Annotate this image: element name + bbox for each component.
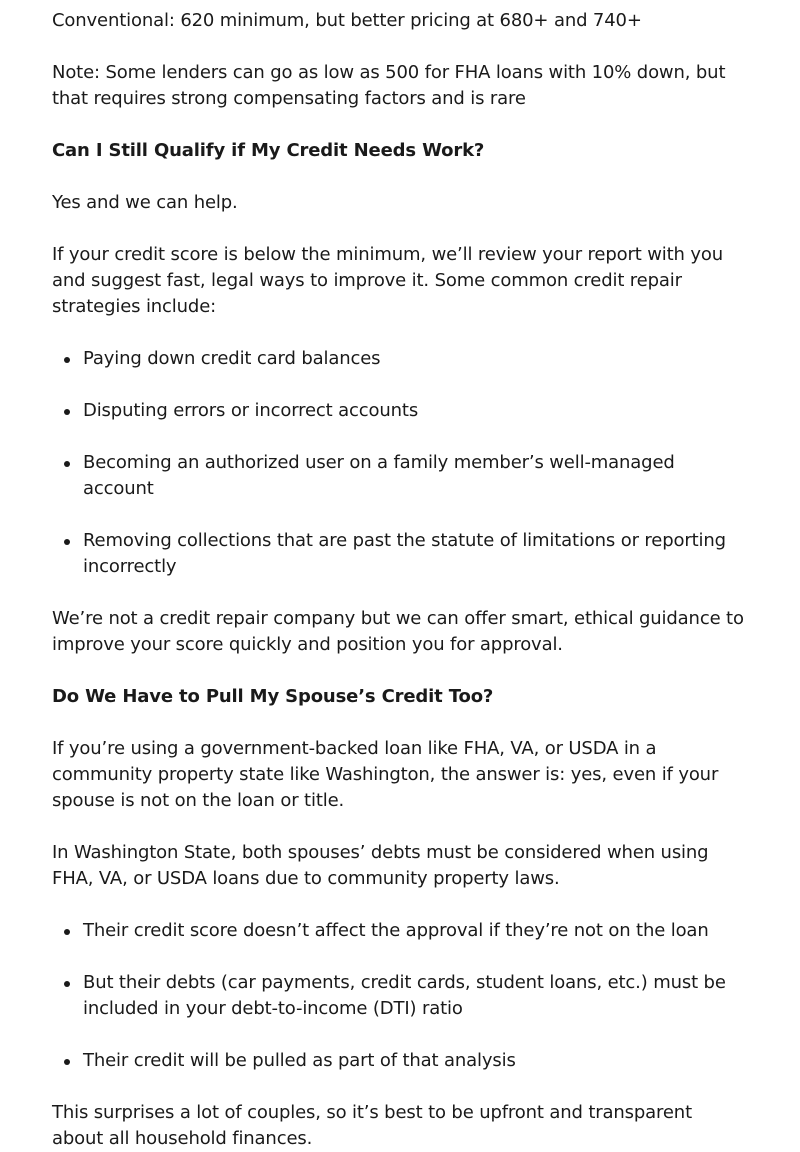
list-item bbox=[83, 970, 748, 1022]
conventional-line: Conventional: 620 minimum, but better pricing at 680+ and 740+ bbox=[52, 10, 642, 31]
list-item-text: Becoming an authorized user on a family member’s well-managed account bbox=[83, 452, 675, 499]
heading-qualify: Can I Still Qualify if My Credit Needs Work? bbox=[52, 140, 485, 161]
list-item bbox=[83, 1048, 748, 1074]
bullet-icon bbox=[64, 357, 70, 363]
washington-state-paragraph: In Washington State, both spouses’ debts must be considered when using FHA, VA, or USDA loans due to community property laws. bbox=[52, 842, 709, 889]
list-item-text: Removing collections that are past the statute of limitations or reporting incorrectly bbox=[83, 530, 726, 577]
heading-spouse: Do We Have to Pull My Spouse’s Credit Too? bbox=[52, 686, 494, 707]
government-loan-paragraph: If you’re using a government-backed loan like FHA, VA, or USDA in a community property state like Washington, the answer is: yes, even if your spouse is not on the loan or title. bbox=[52, 738, 719, 811]
spouse-points-list bbox=[52, 918, 748, 1074]
list-item-text: Their credit will be pulled as part of that analysis bbox=[83, 1050, 516, 1071]
surprises-paragraph: This surprises a lot of couples, so it’s best to be upfront and transparent about all household finances. bbox=[52, 1102, 692, 1149]
bullet-icon bbox=[64, 1059, 70, 1065]
list-item bbox=[83, 398, 748, 424]
bullet-icon bbox=[64, 981, 70, 987]
bullet-icon bbox=[64, 539, 70, 545]
repair-strategies-list bbox=[52, 346, 748, 580]
list-item-text: Paying down credit card balances bbox=[83, 348, 381, 369]
list-item bbox=[83, 450, 748, 502]
credit-below-paragraph: If your credit score is below the minimum, we’ll review your report with you and suggest fast, legal ways to improve it. Some common credit repair strategies include: bbox=[52, 244, 723, 317]
bullet-icon bbox=[64, 461, 70, 467]
list-item bbox=[83, 528, 748, 580]
list-item-text: Disputing errors or incorrect accounts bbox=[83, 400, 419, 421]
list-item-text: But their debts (car payments, credit cards, student loans, etc.) must be included in your debt-to-income (DTI) ratio bbox=[83, 972, 726, 1019]
bullet-icon bbox=[64, 929, 70, 935]
fha-note: Note: Some lenders can go as low as 500 for FHA loans with 10% down, but that requires strong compensating factors and is rare bbox=[52, 62, 726, 109]
list-item bbox=[83, 346, 748, 372]
list-item-text: Their credit score doesn’t affect the approval if they’re not on the loan bbox=[83, 920, 709, 941]
not-repair-company-paragraph: We’re not a credit repair company but we can offer smart, ethical guidance to improve your score quickly and position you for approval. bbox=[52, 608, 744, 655]
yes-help-text: Yes and we can help. bbox=[52, 192, 238, 213]
bullet-icon bbox=[64, 409, 70, 415]
list-item bbox=[83, 918, 748, 944]
